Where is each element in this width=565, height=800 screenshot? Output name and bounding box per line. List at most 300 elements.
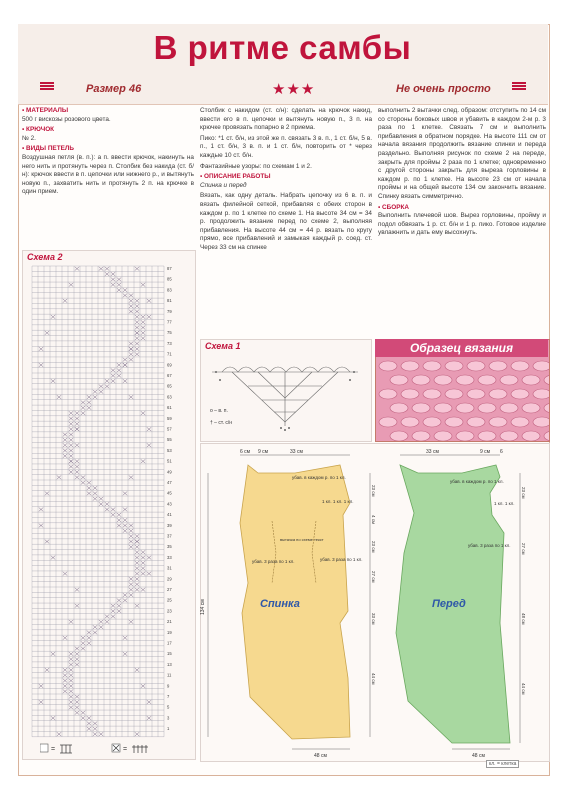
filled-cell [75, 588, 79, 592]
page-title: В ритме самбы [153, 29, 412, 66]
filled-cell [105, 615, 109, 619]
filled-cell [141, 315, 145, 319]
scheme2-row-numbers [167, 266, 172, 731]
stitch-cluster [379, 417, 397, 427]
back-side-dim-4: 27 см [371, 571, 376, 583]
filled-cell [129, 347, 133, 351]
front-note-top: убав. в каждом р. по 1 кл. [450, 479, 504, 484]
filled-cell [39, 700, 43, 704]
filled-cell [93, 497, 97, 501]
filled-cell [123, 288, 127, 292]
filled-cell [69, 684, 73, 688]
filled-cell [123, 593, 127, 597]
filled-cell [117, 368, 121, 372]
assembly-heading: ▪ СБОРКА [378, 204, 546, 213]
filled-cell [147, 572, 151, 576]
row-number: 43 [167, 501, 172, 507]
stitch-cluster [533, 389, 549, 399]
filled-cell [69, 663, 73, 667]
back-side-dim-5: 33 см [371, 613, 376, 625]
filled-cell [129, 395, 133, 399]
filled-cell [87, 722, 91, 726]
filled-cell [87, 727, 91, 731]
filled-cell [63, 668, 67, 672]
filled-cell [69, 706, 73, 710]
filled-cell [87, 631, 91, 635]
filled-cell [69, 443, 73, 447]
filled-cell [63, 433, 67, 437]
filled-cell [123, 518, 127, 522]
stitch-cluster [401, 361, 419, 371]
filled-cell [135, 326, 139, 330]
filled-cell [93, 727, 97, 731]
front-dim-top-2: 9 см [480, 449, 491, 455]
filled-cell [129, 358, 133, 362]
filled-cell [117, 518, 121, 522]
filled-cell [87, 486, 91, 490]
hook-text: № 2. [22, 134, 36, 142]
row-number: 57 [167, 426, 172, 432]
filled-cell [75, 443, 79, 447]
filled-cell [99, 497, 103, 501]
scheme2-chart [30, 264, 190, 742]
filled-cell [69, 652, 73, 656]
filled-cell [141, 572, 145, 576]
filled-cell [93, 390, 97, 394]
stitch-cluster [533, 417, 549, 427]
mesh-triangle [212, 367, 358, 426]
back-side-dim-3: 23 см [371, 541, 376, 553]
sample-title: Образец вязания [375, 339, 548, 357]
filled-cell [93, 492, 97, 496]
row-number: 87 [167, 266, 172, 271]
stitch-cluster [500, 431, 518, 441]
row-number: 69 [167, 362, 172, 368]
stitch-cluster [478, 375, 496, 385]
filled-cell [135, 336, 139, 340]
row-number: 13 [167, 661, 172, 667]
filled-cell [135, 347, 139, 351]
filled-cell [75, 475, 79, 479]
stitch-cluster [478, 431, 496, 441]
filled-cell [57, 395, 61, 399]
filled-cell [123, 652, 127, 656]
filled-cell [129, 304, 133, 308]
filled-cell [63, 443, 67, 447]
filled-cell [141, 561, 145, 565]
filled-cell [111, 508, 115, 512]
filled-cell [129, 475, 133, 479]
back-side-dim-2: 4 см [371, 515, 376, 525]
row-number: 79 [167, 308, 172, 314]
filled-cell [39, 684, 43, 688]
scheme2-title: Схема 2 [27, 252, 63, 262]
filled-cell [75, 267, 79, 271]
row-number: 55 [167, 437, 172, 443]
filled-cell [99, 625, 103, 629]
filled-cell [135, 550, 139, 554]
filled-cell [123, 524, 127, 528]
darts-text: выполнить 2 вытачки след. образом: отступить по 14 см со стороны боковых швов и убавить в каждом 2-м р. 3 раза по 1 клетке. Связать 7 см и выполнить прибавления в обратном порядке. На высоте 111 см от начала вязания продолжить вязание спинки и переда раздельно. Выполняя рисунок по схеме 2 на переде, закрыть для проймы 2 раза по 1 клетке; одновременно с другой стороны закрыть для выреза горловины в каждом р. по 1 клетке. На высоте 23 см от начала проймы и на общей высоте 134 см закончить вязание. Спинку вязать симметрично. [378, 107, 546, 200]
filled-cell [39, 508, 43, 512]
filled-cell [63, 572, 67, 576]
filled-cell [75, 427, 79, 431]
filled-cell [69, 411, 73, 415]
back-side-dim-1: 23 см [371, 485, 376, 497]
filled-cell [135, 556, 139, 560]
filled-cell [81, 647, 85, 651]
filled-cell [75, 652, 79, 656]
filled-cell [135, 534, 139, 538]
filled-cell [135, 566, 139, 570]
filled-cell [123, 599, 127, 603]
filled-cell [75, 417, 79, 421]
filled-cell [69, 700, 73, 704]
row-number: 11 [167, 672, 172, 678]
filled-cell [135, 582, 139, 586]
filled-cell [81, 711, 85, 715]
filled-cell [141, 320, 145, 324]
filled-cell [123, 529, 127, 533]
front-bottom-dim: 48 см [472, 753, 485, 759]
row-number: 39 [167, 522, 172, 528]
filled-cell [81, 481, 85, 485]
row-number: 25 [167, 597, 172, 603]
filled-cell [135, 315, 139, 319]
stitch-cluster [544, 403, 549, 413]
row-number: 31 [167, 565, 172, 571]
filled-cell [129, 545, 133, 549]
filled-cell [135, 320, 139, 324]
stitch-cluster [533, 361, 549, 371]
filled-cell [111, 615, 115, 619]
filled-cell [87, 641, 91, 645]
filled-cell [117, 363, 121, 367]
front-note-dec: убав. 3 раза по 1 кл. [468, 543, 511, 548]
scheme1-legend-chain: о – в. п. [210, 408, 228, 414]
filled-cell [63, 449, 67, 453]
stitch-cluster [445, 417, 463, 427]
filled-cell [141, 566, 145, 570]
filled-cell [129, 582, 133, 586]
row-number: 29 [167, 576, 172, 582]
row-number: 35 [167, 544, 172, 550]
row-number: 83 [167, 287, 172, 293]
filled-cell [75, 459, 79, 463]
filled-cell [81, 406, 85, 410]
work-heading: ▪ ОПИСАНИЕ РАБОТЫ [200, 173, 372, 182]
filled-cell [87, 395, 91, 399]
filled-cell [69, 422, 73, 426]
filled-cell [141, 331, 145, 335]
filled-cell [75, 711, 79, 715]
filled-cell [135, 572, 139, 576]
filled-cell [87, 481, 91, 485]
filled-cell [129, 540, 133, 544]
pattern-drawings [200, 443, 548, 760]
row-number: 33 [167, 554, 172, 560]
stitch-cluster [423, 361, 441, 371]
back-label: Спинка [260, 598, 300, 610]
size-label: Размер 46 [86, 83, 142, 95]
back-height-total: 134 см [200, 599, 206, 615]
filled-cell [75, 706, 79, 710]
filled-cell [87, 406, 91, 410]
decor-mark-icon [512, 82, 526, 91]
filled-cell [135, 561, 139, 565]
filled-cell [117, 288, 121, 292]
filled-cell [69, 673, 73, 677]
filled-cell [81, 411, 85, 415]
filled-cell [147, 556, 151, 560]
row-number: 19 [167, 629, 172, 635]
filled-cell [99, 502, 103, 506]
stitch-cluster [401, 389, 419, 399]
filled-cell [111, 278, 115, 282]
filled-cell [75, 647, 79, 651]
scheme1-title: Схема 1 [205, 341, 241, 351]
filled-cell [69, 449, 73, 453]
filled-cell [135, 304, 139, 308]
back-note-top: убав. в каждом р. по 1 кл. [292, 475, 346, 480]
filled-cell [51, 556, 55, 560]
front-note-side: 1 кл. 1 кл. [494, 501, 515, 506]
stitch-cluster [522, 375, 540, 385]
filled-cell [123, 636, 127, 640]
filled-cell [45, 668, 49, 672]
stitch-cluster [379, 361, 397, 371]
filled-cell [81, 716, 85, 720]
back-note-dec-right: убав. 3 раза по 1 кл. [320, 557, 363, 562]
filled-cell [117, 524, 121, 528]
empty-cell-icon [40, 744, 48, 752]
filled-cell [111, 379, 115, 383]
filled-cell [105, 267, 109, 271]
picot-text: Пико: *1 ст. б/н, из этой же п. связать 3 в. п., 1 ст. б/н, 5 в. п., 1 ст. б/н, 3 в. п. и 1 ст. б/н, повторить от * через каждые 10 ст. б/н. [200, 134, 372, 159]
stitch-cluster [467, 361, 485, 371]
filled-cell [123, 363, 127, 367]
filled-cell [51, 652, 55, 656]
filled-cell [135, 668, 139, 672]
filled-cell [63, 438, 67, 442]
row-number: 17 [167, 640, 172, 646]
filled-cell [141, 556, 145, 560]
stitch-cluster [544, 431, 549, 441]
filled-cell [129, 310, 133, 314]
row-number: 71 [167, 351, 172, 357]
back-side-dim-6: 44 см [371, 673, 376, 685]
stitch-cluster [445, 361, 463, 371]
filled-cell [75, 465, 79, 469]
filled-cell [129, 342, 133, 346]
filled-cell [135, 331, 139, 335]
row-number: 59 [167, 415, 172, 421]
row-number: 21 [167, 619, 172, 625]
filled-cell [69, 454, 73, 458]
filled-cell [111, 513, 115, 517]
filled-cell [135, 588, 139, 592]
row-number: 85 [167, 276, 172, 282]
filled-cell [75, 604, 79, 608]
filled-cell [39, 363, 43, 367]
back-bottom-dim: 48 см [314, 753, 327, 759]
decor-mark-icon [40, 82, 54, 91]
filled-cell [141, 336, 145, 340]
row-number: 9 [167, 683, 170, 689]
filled-cell [135, 732, 139, 736]
row-number: 27 [167, 587, 172, 592]
dc-stitches-icon [132, 745, 148, 753]
filled-cell [129, 529, 133, 533]
filled-cell [117, 599, 121, 603]
back-dim-top-3: 33 см [290, 449, 303, 455]
filled-cell [99, 732, 103, 736]
filled-cell [141, 588, 145, 592]
front-side-dim-4: 44 см [521, 683, 526, 695]
stitch-cluster [423, 389, 441, 399]
filled-cell [105, 508, 109, 512]
filled-cell [117, 283, 121, 287]
filled-cell [93, 486, 97, 490]
filled-cell [141, 283, 145, 287]
front-side-dim-2: 27 см [521, 543, 526, 555]
hook-heading: ▪ КРЮЧОК [22, 126, 194, 135]
filled-cell [69, 679, 73, 683]
stitch-cluster [511, 361, 529, 371]
stitch-cluster [379, 389, 397, 399]
filled-cell [69, 695, 73, 699]
filled-cell [69, 465, 73, 469]
materials-text: 500 г вискозы розового цвета. [22, 115, 111, 123]
filled-cell [135, 310, 139, 314]
filled-cell [93, 732, 97, 736]
loops-text: Воздушная петля (в. п.): а п. ввести крючок, накинуть на него нить и протянуть через п. Столбик без накида (ст. б/н): крючок ввести в п. цепочки или нижнего р., и вытянуть новую п., захватить нить и протянуть 2 п. на крючке в один прием. [22, 153, 194, 196]
stitch-cluster [423, 417, 441, 427]
stitch-cluster [500, 403, 518, 413]
filled-cell [63, 679, 67, 683]
filled-cell [69, 427, 73, 431]
scheme2-legend [40, 742, 180, 756]
scheme2-grid [32, 266, 164, 737]
filled-cell [81, 475, 85, 479]
filled-cell [69, 657, 73, 661]
filled-cell [57, 732, 61, 736]
filled-cell [123, 294, 127, 298]
stitch-cluster [467, 389, 485, 399]
filled-cell [141, 411, 145, 415]
filled-cell [45, 331, 49, 335]
filled-cell [99, 385, 103, 389]
stitch-cluster [456, 431, 474, 441]
row-number: 23 [167, 608, 172, 614]
filled-cell [129, 593, 133, 597]
filled-cell [39, 347, 43, 351]
filled-cell [69, 470, 73, 474]
filled-cell [69, 668, 73, 672]
patterns-text: Фантазийные узоры: по схемам 1 и 2. [200, 162, 312, 170]
stitch-cluster [489, 361, 507, 371]
filled-cell [105, 620, 109, 624]
filled-cell [99, 267, 103, 271]
filled-cell [129, 524, 133, 528]
filled-cell [135, 342, 139, 346]
filled-cell [123, 508, 127, 512]
filled-cell [81, 636, 85, 640]
filled-cell [69, 459, 73, 463]
filled-cell [111, 374, 115, 378]
assembly-text: Выполнить плечевой шов. Вырез горловины, пройму и подол обвязать 1 р. ст. б/н и 1 р. пико. Готовое изделие увлажнить и дать ему высохнуть. [378, 212, 546, 237]
filled-cell [69, 438, 73, 442]
stitch-cluster [478, 403, 496, 413]
middle-text-column [200, 107, 372, 255]
stitch-cluster [489, 417, 507, 427]
filled-cell [81, 401, 85, 405]
stitch-cluster [544, 375, 549, 385]
filled-cell [123, 492, 127, 496]
filled-cell [93, 395, 97, 399]
row-number: 53 [167, 447, 172, 453]
footer-note: кл. = клетка [486, 760, 519, 768]
filled-cell [105, 379, 109, 383]
stitch-cluster [489, 389, 507, 399]
filled-cell [99, 390, 103, 394]
filled-cell [93, 722, 97, 726]
filled-cell [63, 454, 67, 458]
stitch-cluster [412, 431, 430, 441]
difficulty-stars: ★★★ [272, 80, 316, 98]
stitch-cluster [445, 389, 463, 399]
filled-cell [75, 663, 79, 667]
row-number: 51 [167, 458, 172, 464]
filled-cell [141, 684, 145, 688]
work-subheading: Спинка и перед [200, 181, 247, 189]
filled-cell [117, 609, 121, 613]
scheme1-diagram [202, 350, 368, 438]
front-side-dim-3: 48 см [521, 613, 526, 625]
stitch-cluster [511, 389, 529, 399]
legend-eq-2: = [123, 746, 128, 753]
stitch-cluster [412, 375, 430, 385]
row-number: 5 [167, 704, 170, 710]
row-number: 47 [167, 480, 172, 485]
loops-heading: ▪ ВИДЫ ПЕТЕЛЬ [22, 145, 194, 154]
stitch-cluster [511, 417, 529, 427]
filled-cell [135, 577, 139, 581]
filled-cell [51, 315, 55, 319]
filled-cell [75, 422, 79, 426]
filled-cell [87, 492, 91, 496]
front-label: Перед [432, 598, 466, 610]
stitch-cluster [434, 403, 452, 413]
filled-cell [51, 716, 55, 720]
filled-cell [135, 352, 139, 356]
row-number: 41 [167, 512, 172, 518]
right-text-column [378, 107, 546, 240]
filled-cell [57, 475, 61, 479]
filled-cell [147, 700, 151, 704]
filled-cell [69, 283, 73, 287]
filled-cell [147, 299, 151, 303]
row-number: 49 [167, 469, 172, 475]
filled-cell [87, 401, 91, 405]
filled-cell [45, 492, 49, 496]
filled-cell [129, 294, 133, 298]
filled-cell [93, 625, 97, 629]
filled-cell [147, 315, 151, 319]
filled-cell [75, 695, 79, 699]
filled-cell [69, 689, 73, 693]
filled-cell [45, 540, 49, 544]
